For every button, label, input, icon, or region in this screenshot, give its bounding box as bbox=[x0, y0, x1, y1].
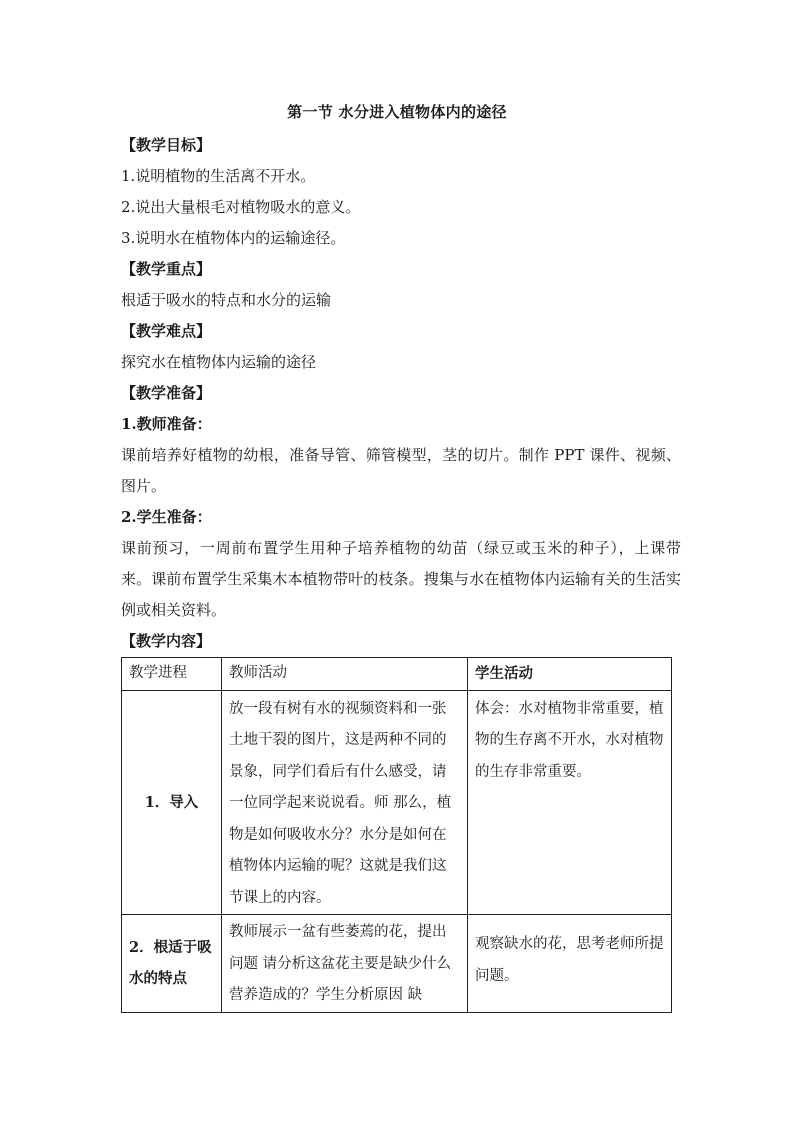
column-header-stage: 教学进程 bbox=[122, 658, 222, 691]
student-prep-heading: 2.学生准备： bbox=[121, 508, 212, 526]
content-heading: 【教学内容】 bbox=[121, 632, 212, 650]
difficulties-text: 探究水在植物体内运输的途径 bbox=[121, 353, 317, 371]
preparation-heading: 【教学准备】 bbox=[121, 384, 212, 402]
document-body bbox=[121, 130, 681, 657]
objective-item: 1.说明植物的生活离不开水。 bbox=[121, 167, 316, 185]
lesson-table bbox=[121, 657, 672, 1013]
objective-item: 2.说出大量根毛对植物吸水的意义。 bbox=[121, 198, 361, 216]
column-header-student: 学生活动 bbox=[468, 658, 672, 691]
student-activity-cell: 观察缺水的花，思考老师所提问题。 bbox=[468, 915, 672, 1013]
teacher-activity-cell: 教师展示一盆有些萎蔫的花，提出问题 请分析这盆花主要是缺少什么营养造成的？学生分析原因 缺 bbox=[222, 915, 468, 1013]
teacher-activity-cell: 放一段有树有水的视频资料和一张土地干裂的图片，这是两种不同的景象，同学们看后有什么感受，请一位同学起来说说看。师 那么，植物是如何吸收水分？水分是如何在植物体内运输的呢？这就是我们这节课上的内容。 bbox=[222, 690, 468, 915]
page-title: 第一节 水分进入植物体内的途径 bbox=[287, 103, 507, 121]
stage-cell: 1．导入 bbox=[122, 690, 222, 915]
table-row bbox=[122, 690, 672, 915]
column-header-teacher: 教师活动 bbox=[222, 658, 468, 691]
table-row bbox=[122, 915, 672, 1013]
student-prep-text: 课前预习，一周前布置学生用种子培养植物的幼苗（绿豆或玉米的种子），上课带来。课前布置学生采集木本植物带叶的枝条。搜集与水在植物体内运输有关的生活实例或相关资料。 bbox=[121, 539, 681, 619]
stage-cell: 2．根适于吸水的特点 bbox=[122, 915, 222, 1013]
difficulties-heading: 【教学难点】 bbox=[121, 322, 212, 340]
key-points-heading: 【教学重点】 bbox=[121, 260, 212, 278]
teacher-prep-text: 课前培养好植物的幼根，准备导管、筛管模型，茎的切片。制作 PPT 课件、视频、图片。 bbox=[121, 446, 681, 495]
objectives-heading: 【教学目标】 bbox=[121, 136, 212, 154]
student-activity-cell: 体会：水对植物非常重要，植物的生存离不开水，水对植物的生存非常重要。 bbox=[468, 690, 672, 915]
table-header-row bbox=[122, 658, 672, 691]
key-points-text: 根适于吸水的特点和水分的运输 bbox=[121, 291, 332, 309]
objective-item: 3.说明水在植物体内的运输途径。 bbox=[121, 229, 346, 247]
teacher-prep-heading: 1.教师准备： bbox=[121, 415, 212, 433]
